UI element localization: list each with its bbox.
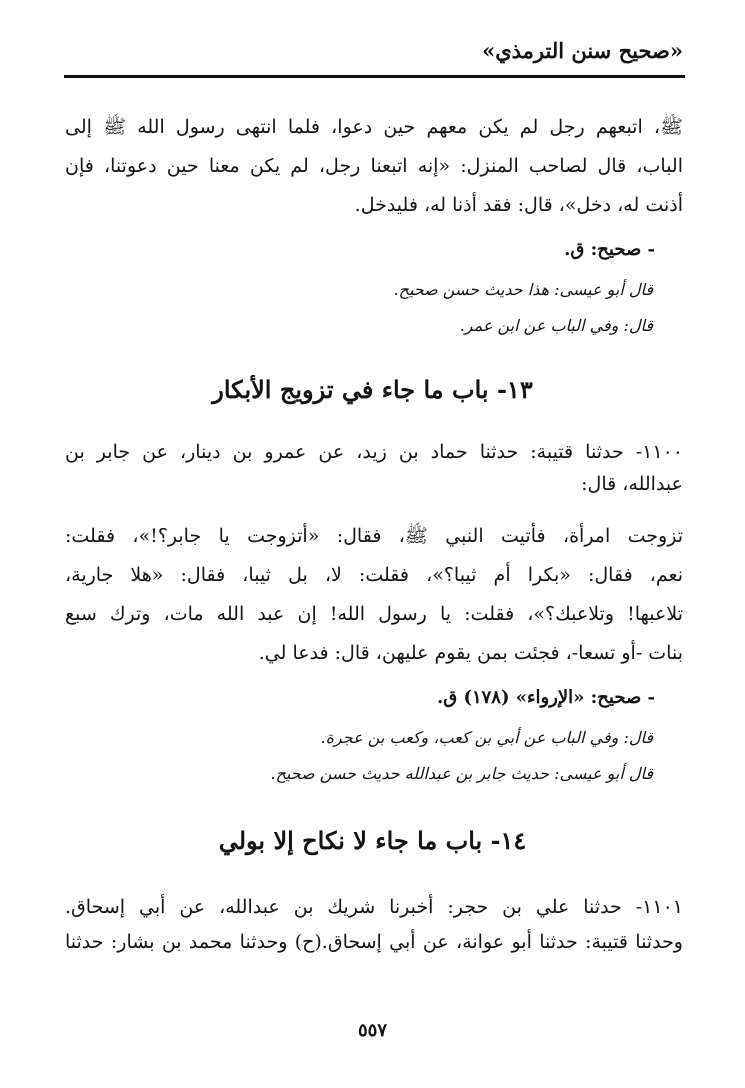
hadith-text-line: وحدثنا قتيبة: حدثنا أبو عوانة، عن أبي إسحاق.(ح) وحدثنا محمد بن بشار: حدثنا: [65, 931, 683, 953]
page-number: ٥٥٧: [357, 1020, 387, 1041]
hadith-text-line: تزوجت امرأة، فأتيت النبي ﷺ، فقال: «أتزوجت يا جابر؟!»، فقلت:: [65, 525, 683, 547]
chapter-heading: ١٣- باب ما جاء في تزويج الأبكار: [212, 375, 533, 404]
header-rule: [64, 75, 685, 78]
hadith-text-line: نعم، فقال: «بكرا أم ثيبا؟»، فقلت: لا، بل ثيبا، فقال: «هلا جارية،: [65, 564, 683, 586]
grade-note: - صحيح: ق.: [564, 239, 655, 260]
hadith-text-line: عبدالله، قال:: [581, 473, 683, 495]
grade-note: - صحيح: «الإرواء» (١٧٨) ق.: [436, 687, 655, 708]
hadith-text-line: تلاعبها! وتلاعبك؟»، فقلت: يا رسول الله! إن عبد الله مات، وترك سبع: [65, 603, 683, 625]
running-title: «صحيح سنن الترمذي»: [482, 38, 683, 63]
hadith-text-line: الباب، قال لصاحب المنزل: «إنه اتبعنا رجل، لم يكن معنا حين دعوتنا، فإن: [65, 155, 683, 177]
chapter-heading: ١٤- باب ما جاء لا نكاح إلا بولي: [218, 826, 527, 855]
hadith-text-line: ﷺ، اتبعهم رجل لم يكن معهم حين دعوا، فلما انتهى رسول الله ﷺ إلى: [65, 116, 683, 138]
hadith-text-line: ١١٠١- حدثنا علي بن حجر: أخبرنا شريك بن عبدالله، عن أبي إسحاق.: [65, 896, 683, 918]
tirmidhi-comment: قال: وفي الباب عن ابن عمر.: [459, 316, 653, 335]
hadith-text-line: بنات -أو تسعا-، فجئت بمن يقوم عليهن، قال: فدعا لي.: [258, 642, 683, 664]
tirmidhi-comment: قال أبو عيسى: حديث جابر بن عبدالله حديث حسن صحيح.: [270, 764, 653, 783]
hadith-text-line: ١١٠٠- حدثنا قتيبة: حدثنا حماد بن زيد، عن عمرو بن دينار، عن جابر بن: [65, 441, 683, 463]
tirmidhi-comment: قال: وفي الباب عن أبي بن كعب، وكعب بن عجرة.: [320, 728, 653, 747]
hadith-text-line: أذنت له، دخل»، قال: فقد أذنا له، فليدخل.: [354, 194, 683, 216]
tirmidhi-comment: قال أبو عيسى: هذا حديث حسن صحيح.: [393, 280, 653, 299]
